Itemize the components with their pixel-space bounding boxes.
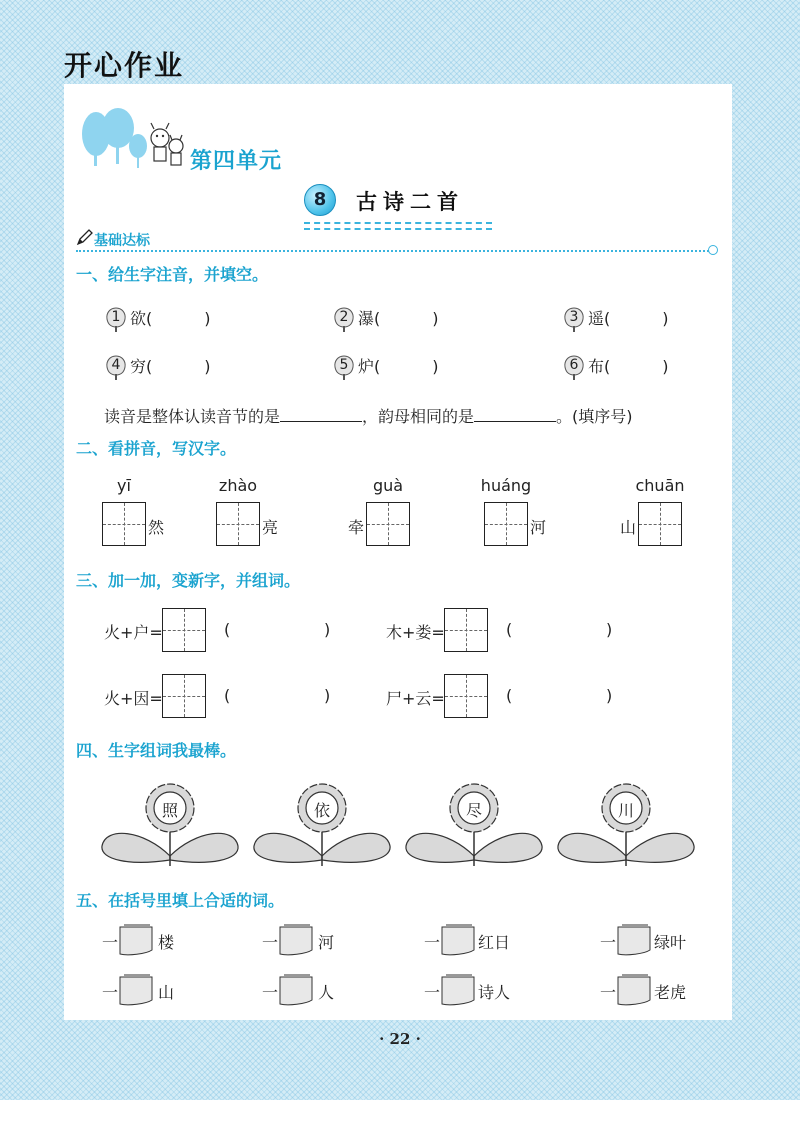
pinyin-3: guà (372, 476, 404, 495)
grid-char-5: 山 (620, 518, 637, 537)
note-card-6[interactable] (278, 974, 314, 1008)
note-card-5[interactable] (118, 974, 154, 1008)
divider-dotted (76, 250, 712, 252)
note-card-8[interactable] (616, 974, 652, 1008)
s5-prefix-8: 一 (600, 983, 617, 1002)
s5-word-6: 人 (318, 983, 335, 1002)
section-2-title: 二、看拼音，写汉字。 (76, 439, 237, 458)
s3-expr-3: 火+因= (104, 689, 163, 708)
s5-prefix-1: 一 (102, 933, 119, 952)
blank-2[interactable] (474, 407, 556, 422)
tree-number-icon: 1 (104, 307, 128, 333)
writing-grid-3[interactable] (366, 502, 410, 546)
s5-word-4: 绿叶 (654, 933, 687, 952)
s5-prefix-6: 一 (262, 983, 279, 1002)
grid-char-3: 牵 (348, 518, 365, 537)
s3-expr-4: 尸+云= (386, 689, 445, 708)
s5-prefix-2: 一 (262, 933, 279, 952)
tree-number-icon: 2 (332, 307, 356, 333)
flower-3[interactable] (404, 780, 544, 888)
s3-grid-3[interactable] (162, 674, 206, 718)
base-label: 基础达标 (94, 233, 150, 249)
s5-prefix-5: 一 (102, 983, 119, 1002)
writing-grid-1[interactable] (102, 502, 146, 546)
grid-char-2: 亮 (262, 518, 279, 537)
s3-close-4: ) (606, 686, 613, 705)
lesson-number-badge: 8 (304, 184, 336, 216)
flower-2[interactable] (252, 780, 392, 888)
tree-number-icon: 5 (332, 355, 356, 381)
flower-4[interactable] (556, 780, 696, 888)
s5-prefix-3: 一 (424, 933, 441, 952)
pinyin-4: huáng (480, 476, 532, 495)
flower-char-1: 照 (161, 801, 178, 820)
section-4-title: 四、生字组词我最棒。 (76, 741, 237, 760)
writing-grid-5[interactable] (638, 502, 682, 546)
section-3-title: 三、加一加，变新字，并组词。 (76, 571, 301, 590)
s3-open-2: ( (506, 620, 513, 639)
flower-char-3: 尽 (465, 801, 482, 820)
flower-char-2: 依 (313, 801, 330, 820)
book-title: 开心作业 (64, 49, 185, 82)
writing-grid-4[interactable] (484, 502, 528, 546)
s3-close-3: ) (324, 686, 331, 705)
lesson-underline (304, 222, 492, 224)
note-card-3[interactable] (440, 924, 476, 958)
s5-prefix-4: 一 (600, 933, 617, 952)
s1-item-3: 3 遥( ) (562, 306, 669, 333)
flower-char-4: 川 (617, 801, 634, 820)
tree-number-icon: 3 (562, 307, 586, 333)
s3-open-4: ( (506, 686, 513, 705)
section-5-title: 五、在括号里填上合适的词。 (76, 891, 285, 910)
s1-item-1: 1 欲( ) (104, 306, 211, 333)
trees-animals-illustration (78, 106, 188, 176)
unit-title: 第四单元 (190, 149, 283, 174)
grid-char-4: 河 (530, 518, 547, 537)
s3-grid-1[interactable] (162, 608, 206, 652)
s3-expr-1: 火+户= (104, 623, 163, 642)
note-card-2[interactable] (278, 924, 314, 958)
note-card-4[interactable] (616, 924, 652, 958)
s3-close-2: ) (606, 620, 613, 639)
s5-word-2: 河 (318, 933, 335, 952)
pinyin-1: yī (117, 476, 131, 495)
lesson-header (304, 184, 504, 218)
s3-close-1: ) (324, 620, 331, 639)
note-card-1[interactable] (118, 924, 154, 958)
s5-word-1: 楼 (158, 933, 175, 952)
pinyin-2: zhào (218, 476, 258, 495)
section-1-title: 一、给生字注音，并填空。 (76, 265, 269, 284)
s5-word-7: 诗人 (478, 983, 511, 1002)
s3-grid-2[interactable] (444, 608, 488, 652)
flower-1[interactable] (100, 780, 240, 888)
grid-char-1: 然 (148, 518, 165, 537)
lesson-underline-2 (304, 228, 492, 230)
lesson-title: 古诗二首 (356, 190, 464, 214)
s3-expr-2: 木+娄= (386, 623, 445, 642)
tree-number-icon: 4 (104, 355, 128, 381)
pencil-icon (76, 228, 94, 246)
page-number: · 22 · (379, 1030, 421, 1048)
note-card-7[interactable] (440, 974, 476, 1008)
s1-item-5: 5 炉( ) (332, 354, 439, 381)
writing-grid-2[interactable] (216, 502, 260, 546)
s5-word-5: 山 (158, 983, 175, 1002)
s3-open-3: ( (224, 686, 231, 705)
s3-grid-4[interactable] (444, 674, 488, 718)
s5-word-8: 老虎 (654, 983, 687, 1002)
s5-word-3: 红日 (478, 933, 511, 952)
s1-item-2: 2 瀑( ) (332, 306, 439, 333)
tree-number-icon: 6 (562, 355, 586, 381)
blank-1[interactable] (280, 407, 362, 422)
s5-prefix-7: 一 (424, 983, 441, 1002)
pinyin-5: chuān (635, 476, 685, 495)
s1-fill-note: 读音是整体认读音节的是 ，韵母相同的是 。(填序号) (104, 407, 633, 426)
s3-open-1: ( (224, 620, 231, 639)
divider-dot-end (708, 245, 718, 255)
s1-item-6: 6 布( ) (562, 354, 669, 381)
worksheet (64, 84, 732, 1020)
s1-item-4: 4 穷( ) (104, 354, 211, 381)
